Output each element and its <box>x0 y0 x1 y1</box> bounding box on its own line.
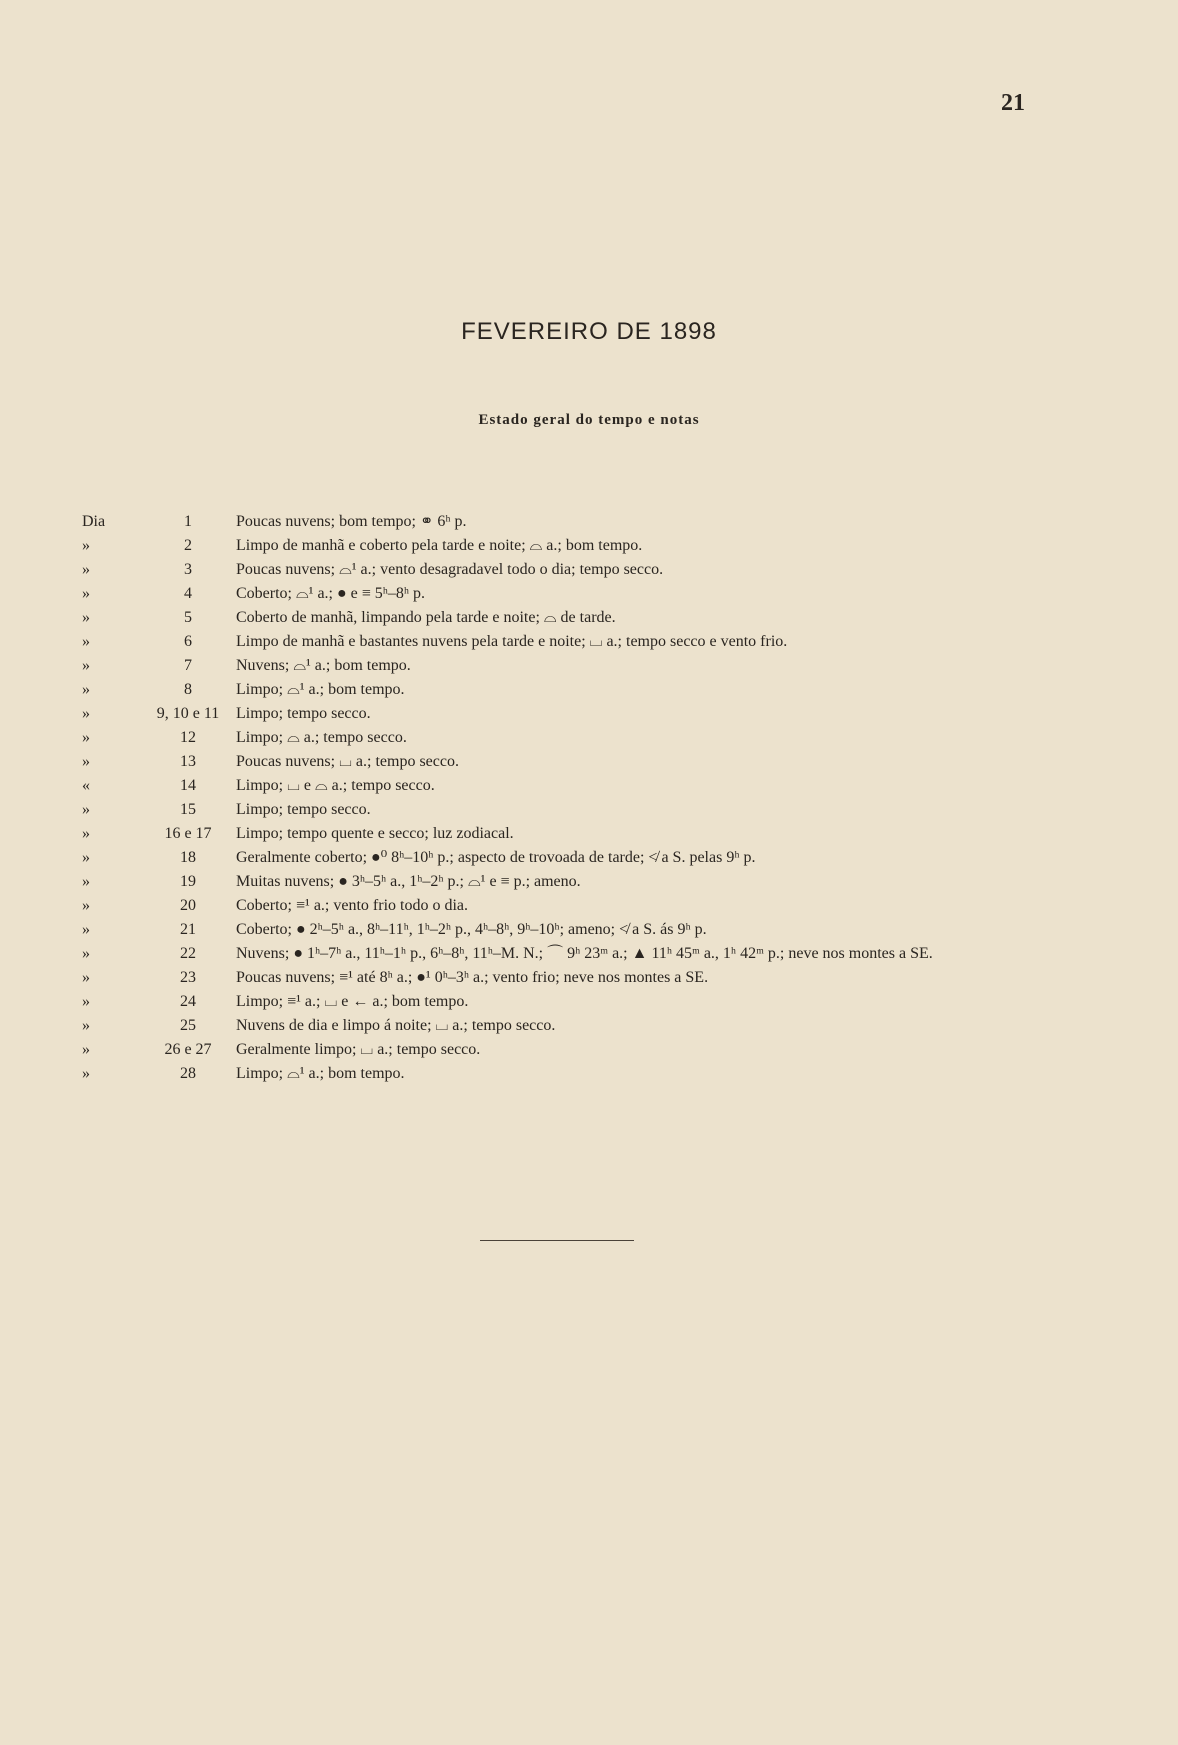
entry-mark: » <box>82 1041 90 1058</box>
entry-note: Muitas nuvens; ● 3ʰ–5ʰ a., 1ʰ–2ʰ p.; ⌓¹ e ≡ p.; ameno. <box>236 873 581 890</box>
entry-note: Coberto; ⌓¹ a.; ● e ≡ 5ʰ–8ʰ p. <box>236 585 426 602</box>
entry-row <box>82 942 1032 966</box>
entry-mark: » <box>82 825 90 842</box>
entry-row <box>82 726 1032 750</box>
entry-mark: » <box>82 681 90 698</box>
entry-row <box>82 702 1032 726</box>
entry-day: 2 <box>184 537 192 554</box>
entry-row <box>82 1014 1032 1038</box>
entry-row <box>82 558 1032 582</box>
entry-row <box>82 534 1032 558</box>
entry-mark: » <box>82 1065 90 1082</box>
entry-note: Limpo; ⌓¹ a.; bom tempo. <box>236 1065 405 1082</box>
entry-row <box>82 822 1032 846</box>
entry-mark: » <box>82 657 90 674</box>
entry-note: Poucas nuvens; ≡¹ até 8ʰ a.; ●¹ 0ʰ–3ʰ a.; vento frio; neve nos montes a SE. <box>236 969 709 986</box>
entry-day: 22 <box>180 945 196 962</box>
entry-mark: » <box>82 921 90 938</box>
entry-note: Limpo; ≡¹ a.; ⌴ e ← a.; bom tempo. <box>236 993 469 1010</box>
entry-mark: « <box>82 777 90 794</box>
entry-note: Nuvens; ⌓¹ a.; bom tempo. <box>236 657 411 674</box>
entry-row <box>82 654 1032 678</box>
entry-mark: » <box>82 609 90 626</box>
entry-day: 16 e 17 <box>164 825 212 842</box>
entry-day: 26 e 27 <box>164 1041 212 1058</box>
entry-day: 15 <box>180 801 196 818</box>
entry-day: 25 <box>180 1017 196 1034</box>
weather-notes-list <box>82 510 1032 1086</box>
entry-row <box>82 630 1032 654</box>
entry-note: Limpo; ⌴ e ⌓ a.; tempo secco. <box>236 777 435 794</box>
entry-day: 24 <box>180 993 196 1010</box>
entry-day: 7 <box>184 657 192 674</box>
entry-mark: » <box>82 945 90 962</box>
entry-note: Limpo; tempo quente e secco; luz zodiacal. <box>236 825 514 842</box>
entry-note: Poucas nuvens; ⌴ a.; tempo secco. <box>236 753 459 770</box>
entry-row <box>82 750 1032 774</box>
entry-mark: » <box>82 729 90 746</box>
entry-note: Limpo de manhã e coberto pela tarde e noite; ⌓ a.; bom tempo. <box>236 537 643 554</box>
entry-day: 19 <box>180 873 196 890</box>
entry-mark: » <box>82 633 90 650</box>
entry-day: 4 <box>184 585 192 602</box>
entry-note: Geralmente coberto; ●⁰ 8ʰ–10ʰ p.; aspecto de trovoada de tarde; ≮ a S. pelas 9ʰ p. <box>236 849 756 866</box>
entry-row <box>82 606 1032 630</box>
entry-note: Coberto de manhã, limpando pela tarde e noite; ⌓ de tarde. <box>236 609 616 626</box>
entry-day: 3 <box>184 561 192 578</box>
entry-day: 28 <box>180 1065 196 1082</box>
entry-row <box>82 582 1032 606</box>
entry-mark: Dia <box>82 513 106 530</box>
entry-row <box>82 966 1032 990</box>
entry-row <box>82 870 1032 894</box>
entry-day: 5 <box>184 609 192 626</box>
page-subtitle: Estado geral do tempo e notas <box>478 412 700 428</box>
entry-day: 9, 10 e 11 <box>156 705 220 722</box>
entry-mark: » <box>82 537 90 554</box>
entry-row <box>82 1062 1032 1086</box>
entry-day: 8 <box>184 681 192 698</box>
entry-note: Poucas nuvens; ⌓¹ a.; vento desagradavel todo o dia; tempo secco. <box>236 561 664 578</box>
entry-day: 6 <box>184 633 192 650</box>
entry-day: 13 <box>180 753 196 770</box>
entry-row <box>82 990 1032 1014</box>
entry-note: Coberto; ● 2ʰ–5ʰ a., 8ʰ–11ʰ, 1ʰ–2ʰ p., 4ʰ–8ʰ, 9ʰ–10ʰ; ameno; ≮ a S. ás 9ʰ p. <box>236 921 707 938</box>
entry-mark: » <box>82 993 90 1010</box>
entry-row <box>82 918 1032 942</box>
entry-row <box>82 798 1032 822</box>
entry-row <box>82 774 1032 798</box>
entry-row <box>82 1038 1032 1062</box>
entry-mark: » <box>82 873 90 890</box>
entry-row <box>82 510 1032 534</box>
entry-row <box>82 678 1032 702</box>
entry-note: Geralmente limpo; ⌴ a.; tempo secco. <box>236 1041 481 1058</box>
entry-mark: » <box>82 585 90 602</box>
entry-day: 21 <box>180 921 196 938</box>
entry-note: Limpo; tempo secco. <box>236 705 371 722</box>
entry-day: 20 <box>180 897 196 914</box>
entry-mark: » <box>82 1017 90 1034</box>
entry-mark: » <box>82 561 90 578</box>
entry-note: Limpo; tempo secco. <box>236 801 371 818</box>
entry-day: 1 <box>184 513 192 530</box>
entry-row <box>82 846 1032 870</box>
entry-note: Limpo; ⌓¹ a.; bom tempo. <box>236 681 405 698</box>
entry-note: Coberto; ≡¹ a.; vento frio todo o dia. <box>236 897 468 914</box>
entry-note: Limpo; ⌓ a.; tempo secco. <box>236 729 407 746</box>
page-title: FEVEREIRO DE 1898 <box>461 318 717 345</box>
entry-day: 14 <box>180 777 196 794</box>
entry-note: Poucas nuvens; bom tempo; ⚭ 6ʰ p. <box>236 513 467 530</box>
entry-day: 12 <box>180 729 196 746</box>
entry-mark: » <box>82 705 90 722</box>
entry-day: 18 <box>180 849 196 866</box>
entry-mark: » <box>82 753 90 770</box>
entry-note: Nuvens de dia e limpo á noite; ⌴ a.; tempo secco. <box>236 1017 556 1034</box>
entry-mark: » <box>82 849 90 866</box>
entry-note: Limpo de manhã e bastantes nuvens pela tarde e noite; ⌴ a.; tempo secco e vento frio. <box>236 633 788 650</box>
entry-mark: » <box>82 801 90 818</box>
entry-note: Nuvens; ● 1ʰ–7ʰ a., 11ʰ–1ʰ p., 6ʰ–8ʰ, 11ʰ–M. N.; ⌒ 9ʰ 23ᵐ a.; ▲ 11ʰ 45ᵐ a., 1ʰ 42ᵐ p.; neve nos montes a SE. <box>236 945 933 962</box>
entry-day: 23 <box>180 969 196 986</box>
entry-mark: » <box>82 969 90 986</box>
entry-row <box>82 894 1032 918</box>
closing-rule <box>480 1240 634 1241</box>
entry-mark: » <box>82 897 90 914</box>
page-number: 21 <box>1001 90 1025 116</box>
